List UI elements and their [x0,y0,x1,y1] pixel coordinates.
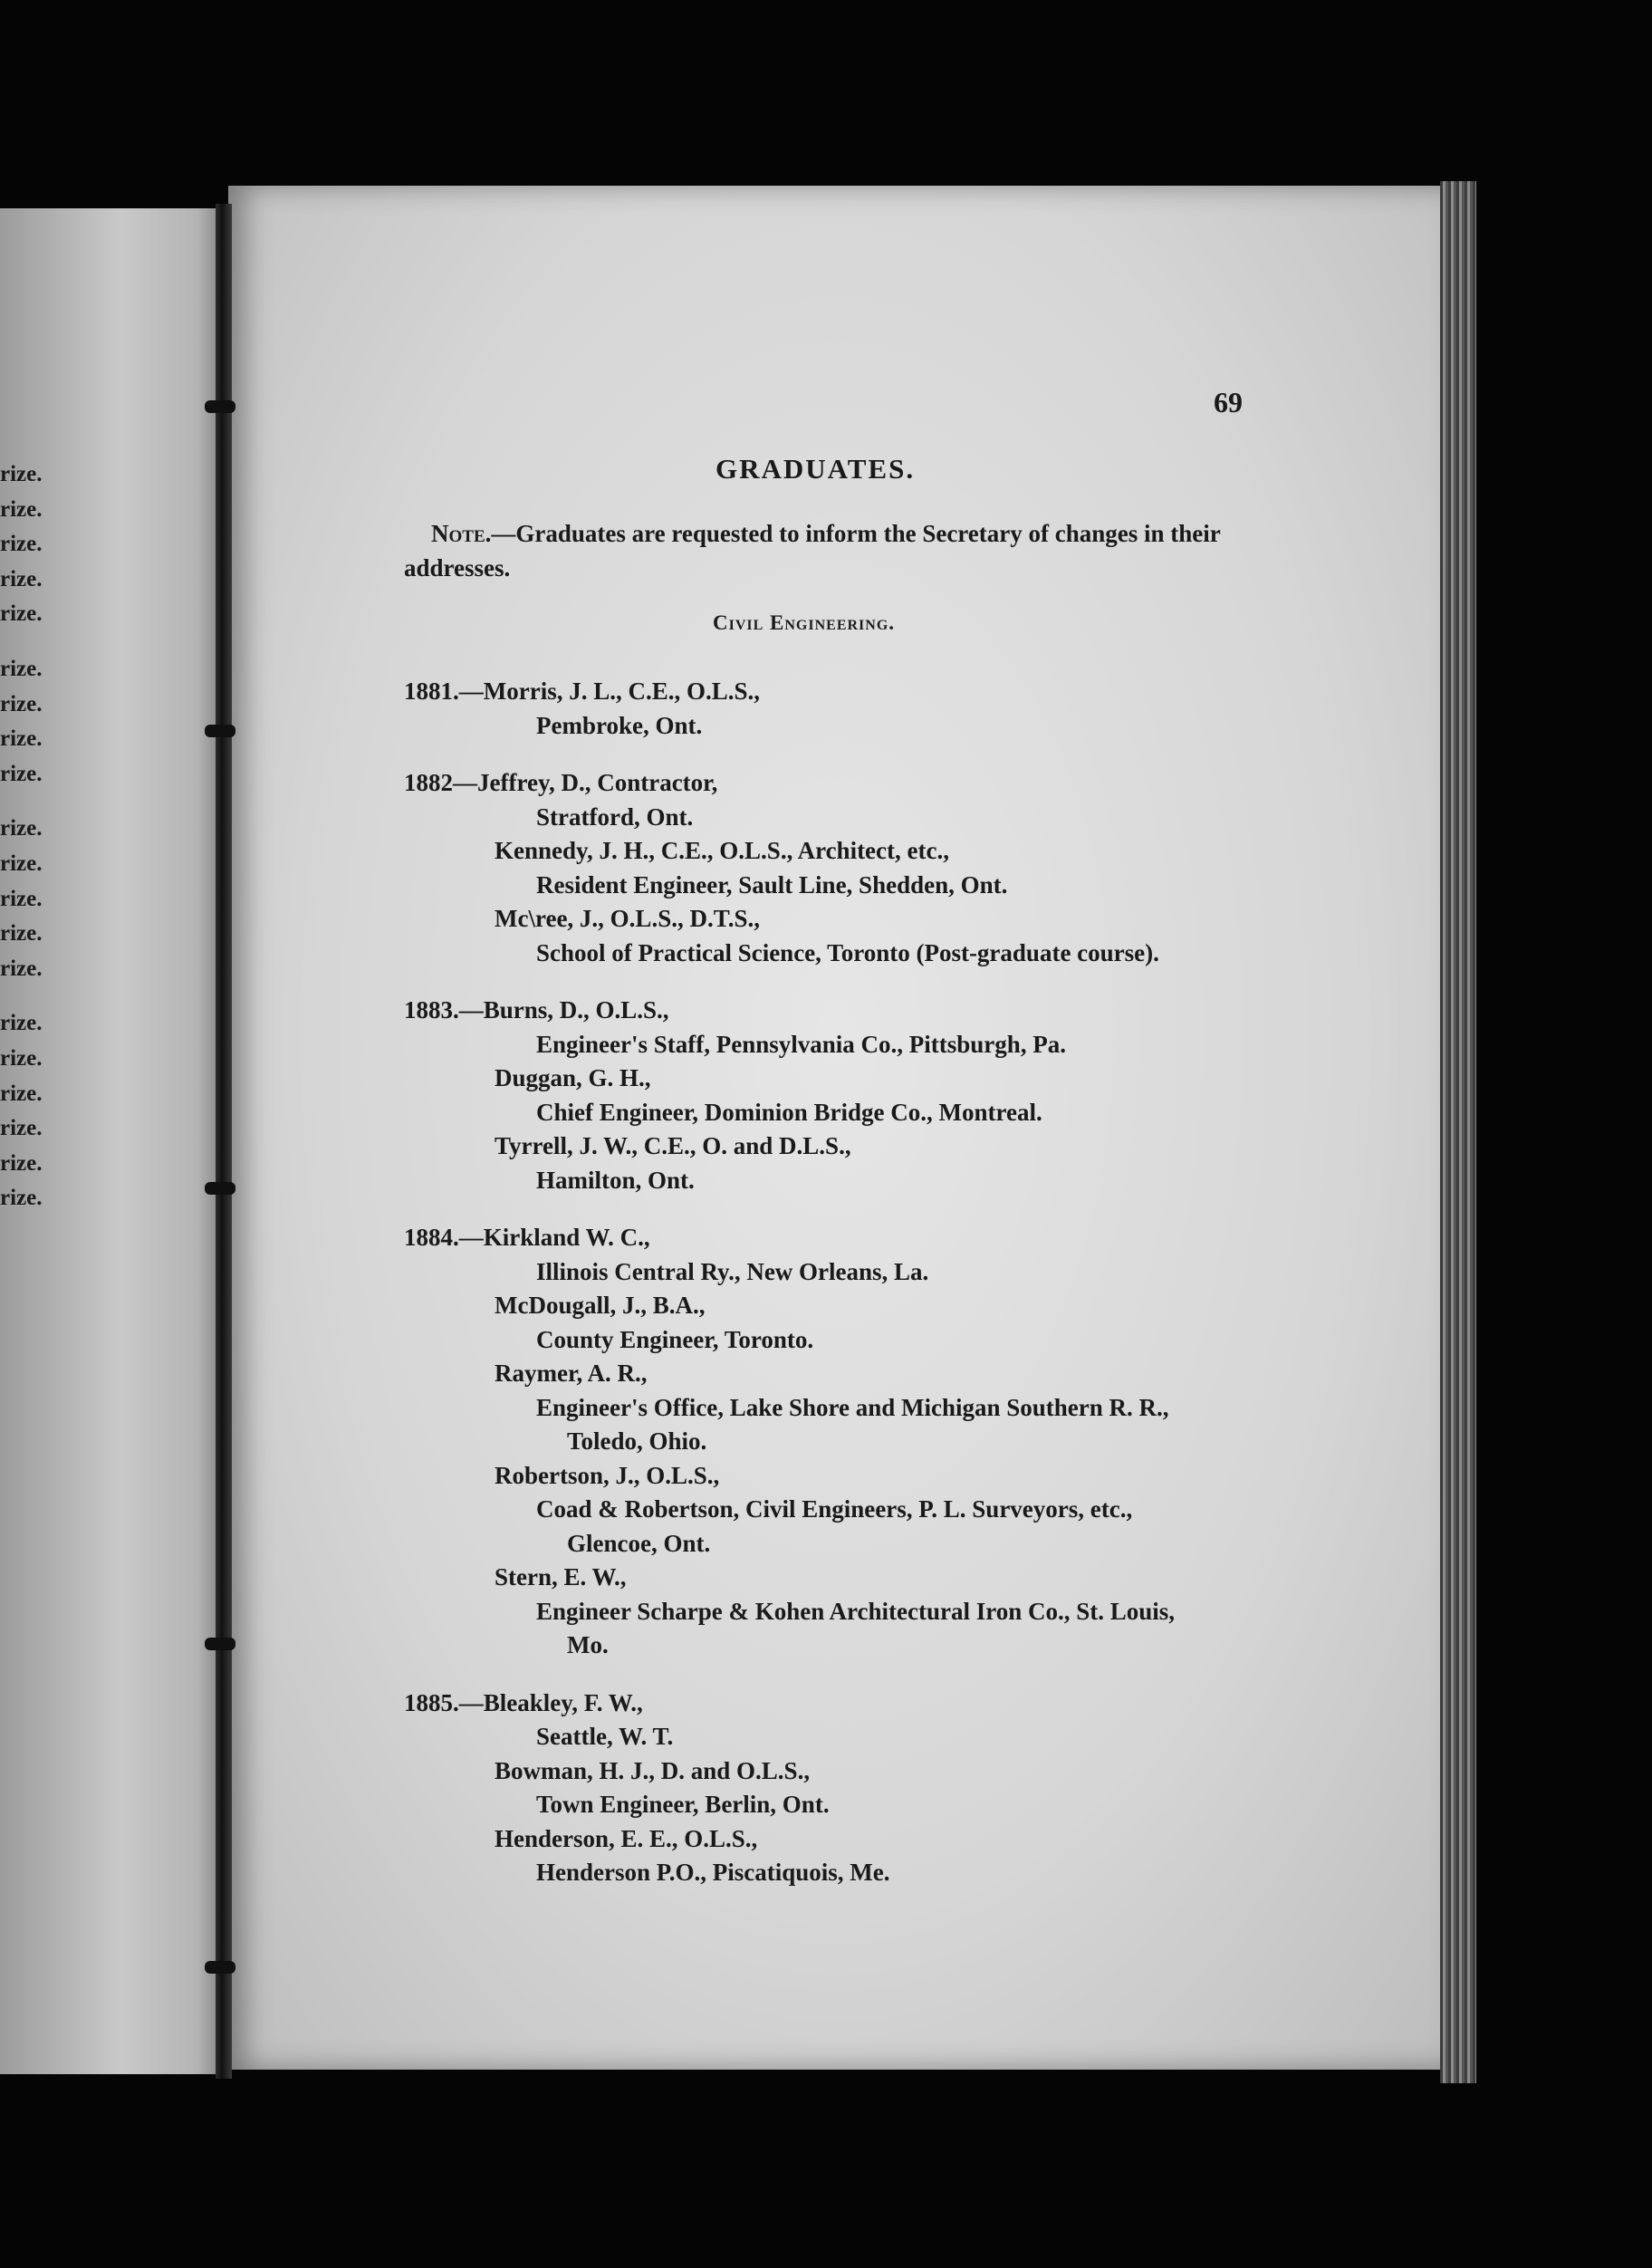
graduate-name: 1881.—Morris, J. L., C.E., O.L.S., [404,678,761,705]
left-page-fragment: rize. [0,726,43,752]
graduate-name: McDougall, J., B.A., [495,1292,706,1319]
graduate-address: Toledo, Ohio. [567,1427,707,1455]
year-block [404,675,1273,743]
graduate-address: Henderson P.O., Piscatiquois, Me. [536,1859,890,1886]
graduate-name: 1885.—Bleakley, F. W., [404,1688,643,1716]
left-page-fragment: rize. [0,532,43,557]
graduate-address: Resident Engineer, Sault Line, Shedden, Ont. [536,870,1008,899]
left-page-fragment: rize. [0,566,43,591]
left-page-fragment: rize. [0,656,43,681]
left-page-fragment: rize. [0,496,43,522]
graduate-name: Bowman, H. J., D. and O.L.S., [495,1756,811,1784]
left-page-fragment: rize. [0,462,43,486]
left-page-fragment: rize. [0,1011,43,1036]
section-heading: Civil Engineering. [713,611,896,634]
left-page-fragment: rize. [0,886,43,911]
note-label: Note. [431,520,492,547]
graduate-name: Robertson, J., O.L.S., [495,1461,720,1489]
year-block [404,1221,1273,1663]
left-page-fragment: rize. [0,1081,43,1106]
note-text: —Graduates are requested to inform the Secretary of changes in their addresses. [404,520,1221,581]
graduate-address: Stratford, Ont. [536,802,694,831]
graduate-address: Illinois Central Ry., New Orleans, La. [536,1257,929,1285]
graduate-address: Hamilton, Ont. [536,1166,695,1194]
graduate-name: 1883.—Burns, D., O.L.S., [404,996,669,1023]
graduate-name: 1882—Jeffrey, D., Contractor, [404,769,718,796]
graduate-address: Engineer's Office, Lake Shore and Michigan Southern R. R., [536,1393,1169,1421]
graduate-name: Henderson, E. E., O.L.S., [495,1824,758,1852]
graduate-address: Glencoe, Ont. [567,1529,711,1557]
left-page-fragment: rize. [0,601,43,627]
left-page-fragment: rize. [0,1116,43,1141]
left-page-fragment: rize. [0,691,43,716]
graduate-address: County Engineer, Toronto. [536,1325,814,1353]
left-page-fragment: rize. [0,956,43,981]
year-block [404,994,1273,1197]
graduate-name: Kennedy, J. H., C.E., O.L.S., Architect, etc., [495,837,949,864]
left-page-fragment: rize. [0,1186,43,1211]
graduate-address: Mo. [567,1631,609,1658]
graduate-name: 1884.—Kirkland W. C., [404,1224,650,1251]
year-block [404,766,1273,970]
graduate-address: Engineer Scharpe & Kohen Architectural Iron Co., St. Louis, [536,1597,1176,1625]
left-page-fragment: rize. [0,1150,43,1176]
graduate-address: Engineer's Staff, Pennsylvania Co., Pittsburgh, Pa. [536,1030,1067,1058]
graduate-address: Seattle, W. T. [536,1723,674,1750]
left-page-fragment: rize. [0,1045,43,1071]
graduate-name: Tyrrell, J. W., C.E., O. and D.L.S., [495,1132,851,1159]
left-page-fragment: rize. [0,850,43,876]
left-page-fragment: rize. [0,816,43,841]
graduate-address: Chief Engineer, Dominion Bridge Co., Montreal. [536,1098,1042,1126]
graduate-address: Coad & Robertson, Civil Engineers, P. L. Surveyors, etc., [536,1495,1133,1523]
graduates-list [404,675,1273,1914]
page-title: GRADUATES. [716,453,916,485]
graduate-address: Pembroke, Ont. [536,711,703,739]
graduate-name: Stern, E. W., [495,1563,627,1590]
graduate-address: Town Engineer, Berlin, Ont. [536,1791,830,1818]
page-number: 69 [1214,386,1243,418]
graduate-address: School of Practical Science, Toronto (Post-graduate course). [536,938,1159,966]
graduate-name: Duggan, G. H., [495,1064,651,1091]
left-page-fragment: rize. [0,761,43,786]
year-block [404,1687,1273,1890]
graduate-name: Raymer, A. R., [495,1360,648,1387]
graduate-name: Mc\ree, J., O.L.S., D.T.S., [495,905,760,932]
left-page-fragment: rize. [0,921,43,947]
note-paragraph [404,516,1263,585]
